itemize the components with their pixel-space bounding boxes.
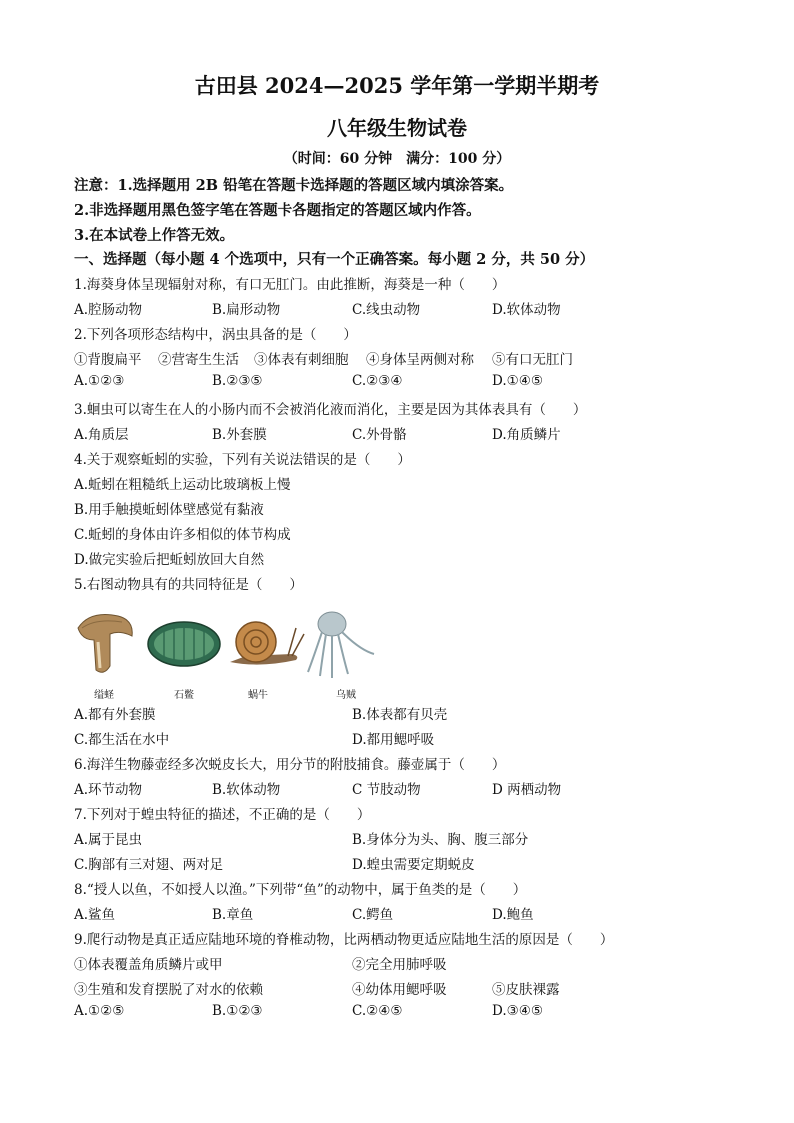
q2-option-a: A.①②③ <box>74 373 125 389</box>
q2-item-3: ③体表有刺细胞 <box>254 352 349 368</box>
caption-razor-clam: 缢蛏 <box>94 690 114 701</box>
q3-option-c: C.外骨骼 <box>352 427 407 443</box>
q9-item-3: ③生殖和发育摆脱了对水的依赖 <box>74 982 263 998</box>
caption-squid: 乌贼 <box>336 690 356 701</box>
note-1: 注意：1.选择题用 2B 铅笔在答题卡选择题的答题区域内填涂答案。 <box>74 177 514 194</box>
q4-option-a: A.蚯蚓在粗糙纸上运动比玻璃板上慢 <box>74 477 291 493</box>
q3-option-d: D.角质鳞片 <box>492 427 561 443</box>
q5-animal-figure <box>70 606 390 701</box>
q2-item-1: ①背腹扁平 <box>74 352 142 368</box>
q1-option-d: D.软体动物 <box>492 302 561 318</box>
q7-option-b: B.身体分为头、胸、腹三部分 <box>352 832 529 848</box>
q3-option-a: A.角质层 <box>74 427 129 443</box>
snail-illustration <box>230 622 304 665</box>
q7-option-d: D.蝗虫需要定期蜕皮 <box>352 857 475 873</box>
q9-item-5: ⑤皮肤裸露 <box>492 982 560 998</box>
q7-stem: 7.下列对于蝗虫特征的描述，不正确的是（ ） <box>74 807 371 823</box>
q1-option-a: A.腔肠动物 <box>74 302 143 318</box>
q9-option-d: D.③④⑤ <box>492 1003 543 1019</box>
q5-option-d: D.都用鳃呼吸 <box>352 732 435 748</box>
q6-option-a: A.环节动物 <box>74 782 143 798</box>
q9-item-1: ①体表覆盖角质鳞片或甲 <box>74 957 223 973</box>
q4-stem: 4.关于观察蚯蚓的实验，下列有关说法错误的是（ ） <box>74 452 411 468</box>
q9-option-a: A.①②⑤ <box>74 1003 125 1019</box>
animal-illustrations <box>70 606 390 686</box>
q5-stem: 5.右图动物具有的共同特征是（ ） <box>74 577 303 593</box>
q5-option-b: B.体表都有贝壳 <box>352 707 448 723</box>
q9-option-b: B.①②③ <box>212 1003 263 1019</box>
q9-option-c: C.②④⑤ <box>352 1003 403 1019</box>
q5-option-c: C.都生活在水中 <box>74 732 170 748</box>
q2-option-c: C.②③④ <box>352 373 403 389</box>
q8-option-b: B.章鱼 <box>212 907 254 923</box>
q2-item-4: ④身体呈两侧对称 <box>366 352 474 368</box>
q7-option-c: C.胸部有三对翅、两对足 <box>74 857 224 873</box>
q9-item-2: ②完全用肺呼吸 <box>352 957 447 973</box>
q2-item-5: ⑤有口无肛门 <box>492 352 573 368</box>
caption-snail: 蜗牛 <box>248 690 268 701</box>
q3-option-b: B.外套膜 <box>212 427 267 443</box>
note-2: 2.非选择题用黑色签字笔在答题卡各题指定的答题区域内作答。 <box>74 202 481 219</box>
q2-option-d: D.①④⑤ <box>492 373 543 389</box>
q1-option-c: C.线虫动物 <box>352 302 421 318</box>
q6-option-d: D 两栖动物 <box>492 782 562 798</box>
exam-subtitle: 八年级生物试卷 <box>327 116 467 140</box>
q4-option-c: C.蚯蚓的身体由许多相似的体节构成 <box>74 527 291 543</box>
q9-item-4: ④幼体用鳃呼吸 <box>352 982 447 998</box>
note-3: 3.在本试卷上作答无效。 <box>74 227 235 244</box>
q8-option-d: D.鲍鱼 <box>492 907 534 923</box>
exam-title: 古田县 2024—2025 学年第一学期半期考 <box>194 73 600 98</box>
q1-option-b: B.扁形动物 <box>212 302 281 318</box>
q7-option-a: A.属于昆虫 <box>74 832 143 848</box>
q2-option-b: B.②③⑤ <box>212 373 263 389</box>
q8-option-c: C.鳄鱼 <box>352 907 394 923</box>
caption-chiton: 石鳖 <box>174 690 194 701</box>
q2-stem: 2.下列各项形态结构中，涡虫具备的是（ ） <box>74 327 357 343</box>
q6-option-c: C 节肢动物 <box>352 782 421 798</box>
q8-option-a: A.鲨鱼 <box>74 907 116 923</box>
q3-stem: 3.蛔虫可以寄生在人的小肠内而不会被消化液而消化，主要是因为其体表具有（ ） <box>74 402 587 418</box>
q8-stem: 8.“授人以鱼，不如授人以渔。”下列带“鱼”的动物中，属于鱼类的是（ ） <box>74 882 527 898</box>
q9-stem: 9.爬行动物是真正适应陆地环境的脊椎动物，比两栖动物更适应陆地生活的原因是（ ） <box>74 932 614 948</box>
q6-option-b: B.软体动物 <box>212 782 281 798</box>
chiton-illustration <box>148 622 220 666</box>
q4-option-d: D.做完实验后把蚯蚓放回大自然 <box>74 552 265 568</box>
razor-clam-illustration <box>78 615 132 673</box>
squid-illustration <box>308 612 374 678</box>
section-1-heading: 一、选择题（每小题 4 个选项中，只有一个正确答案。每小题 2 分，共 50 分） <box>74 251 595 268</box>
q6-stem: 6.海洋生物藤壶经多次蜕皮长大，用分节的附肢捕食。藤壶属于（ ） <box>74 757 506 773</box>
exam-time-info: （时间：60 分钟 满分：100 分） <box>283 151 511 167</box>
q1-stem: 1.海葵身体呈现辐射对称，有口无肛门。由此推断，海葵是一种（ ） <box>74 277 506 293</box>
q2-item-2: ②营寄生生活 <box>158 352 239 368</box>
q5-option-a: A.都有外套膜 <box>74 707 156 723</box>
q4-option-b: B.用手触摸蚯蚓体壁感觉有黏液 <box>74 502 264 518</box>
